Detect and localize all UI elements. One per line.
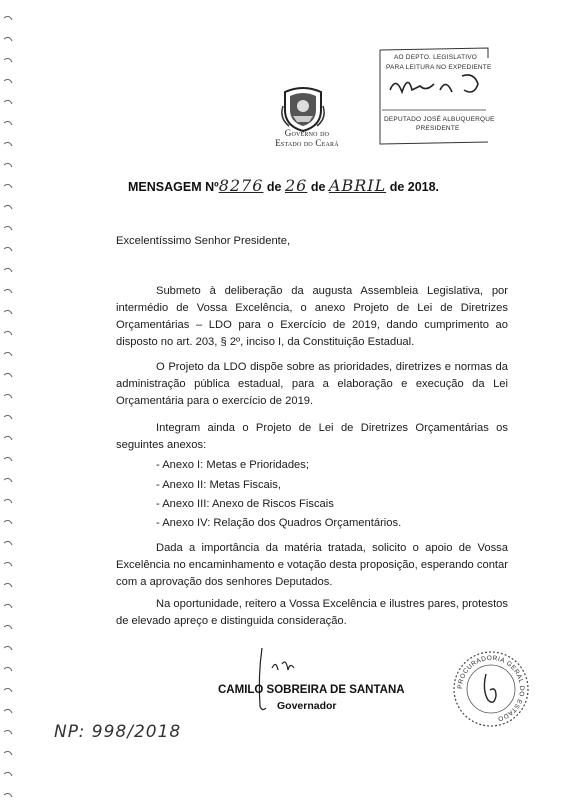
binding-mark: [4, 751, 12, 755]
binding-mark: [4, 520, 12, 524]
binding-mark: [4, 709, 12, 713]
seal-text: PROCURADORIA GERAL DO ESTADO: [456, 654, 526, 723]
binding-mark: [4, 562, 12, 566]
binding-mark: [4, 268, 12, 272]
binding-mark: [4, 79, 12, 83]
binding-mark: [4, 625, 12, 629]
annex-item: - Anexo IV: Relação dos Quadros Orçamentários.: [156, 517, 402, 529]
coat-of-arms-icon: [281, 86, 325, 132]
paragraph-3: Integram ainda o Projeto de Lei de Diretrizes Orçamentárias os seguintes anexos:: [116, 422, 508, 451]
paragraph-5: Na oportunidade, reitero a Vossa Excelência e ilustres pares, protestos de elevado apreço e distinguida consideração.: [116, 598, 508, 627]
binding-mark: [4, 58, 12, 62]
binding-mark: [4, 415, 12, 419]
binding-mark: [4, 37, 12, 41]
annex-item: - Anexo II: Metas Fiscais,: [156, 479, 281, 491]
binding-mark: [4, 772, 12, 776]
paragraph-2: O Projeto da LDO dispõe sobre as prioridades, diretrizes e normas da administração pública estadual, para a elaboração e execução da Lei Orçamentária para o exercício de 2019.: [116, 361, 508, 407]
legislative-stamp: [378, 46, 495, 146]
stamp-line1: AO DEPTO. LEGISLATIVO: [394, 54, 478, 61]
message-number: 8276: [218, 176, 264, 195]
binding-mark: [4, 226, 12, 230]
binding-mark: [4, 163, 12, 167]
heading-de1: de: [266, 180, 282, 194]
gov-line2: Estado do Ceará: [275, 138, 339, 148]
attorney-general-seal: [452, 650, 530, 728]
binding-mark: [4, 604, 12, 608]
binding-mark: [4, 310, 12, 314]
binding-mark: [4, 16, 12, 20]
binding-mark: [4, 541, 12, 545]
binding-mark: [4, 667, 12, 671]
binding-mark: [4, 478, 12, 482]
binding-mark: [4, 583, 12, 587]
binding-mark: [4, 793, 12, 797]
annex-item: - Anexo III: Anexo de Riscos Fiscais: [156, 498, 334, 510]
binding-mark: [4, 100, 12, 104]
binding-mark: [4, 457, 12, 461]
binding-mark: [4, 688, 12, 692]
binding-mark: [4, 142, 12, 146]
binding-mark: [4, 646, 12, 650]
binding-mark: [4, 289, 12, 293]
heading-prefix: MENSAGEM Nº: [128, 180, 219, 194]
binding-marks: [0, 0, 20, 807]
paragraph-1: Submeto à deliberação da augusta Assembleia Legislativa, por intermédio de Vossa Excelência, o anexo Projeto de Lei de Diretrizes Orçamentárias – LDO para o Exercício de 2019, dando cumprimento ao disposto no art. 203, § 2º, inciso I, da Constituição Estadual.: [116, 285, 508, 348]
stamp-line3: DEPUTADO JOSÉ ALBUQUERQUE: [384, 116, 495, 123]
government-header: [262, 128, 352, 148]
binding-mark: [4, 436, 12, 440]
binding-mark: [4, 121, 12, 125]
binding-mark: [4, 184, 12, 188]
signer-role: Governador: [277, 700, 337, 712]
signer-name: CAMILO SOBREIRA DE SANTANA: [218, 684, 405, 696]
gov-line1: Governo do: [284, 128, 330, 138]
binding-mark: [4, 205, 12, 209]
salutation: Excelentíssimo Senhor Presidente,: [116, 235, 291, 247]
binding-mark: [4, 499, 12, 503]
message-year: de 2018.: [389, 180, 440, 194]
annex-item: - Anexo I: Metas e Prioridades;: [156, 459, 309, 471]
binding-mark: [4, 394, 12, 398]
binding-mark: [4, 331, 12, 335]
binding-mark: [4, 373, 12, 377]
paragraph-4: Dada a importância da matéria tratada, solicito o apoio de Vossa Excelência no encaminhamento e votação desta proposição, esperando contar com a aprovação dos senhores Deputados.: [116, 542, 508, 588]
handwritten-np-annotation: NP: 998/2018: [54, 722, 182, 742]
stamp-line2: PARA LEITURA NO EXPEDIENTE: [386, 64, 492, 71]
message-heading: [128, 176, 439, 195]
message-month: ABRIL: [328, 176, 387, 195]
heading-de2: de: [310, 180, 326, 194]
binding-mark: [4, 247, 12, 251]
message-day: 26: [284, 176, 308, 195]
binding-mark: [4, 352, 12, 356]
binding-mark: [4, 730, 12, 734]
stamp-line4: PRESIDENTE: [416, 125, 460, 132]
